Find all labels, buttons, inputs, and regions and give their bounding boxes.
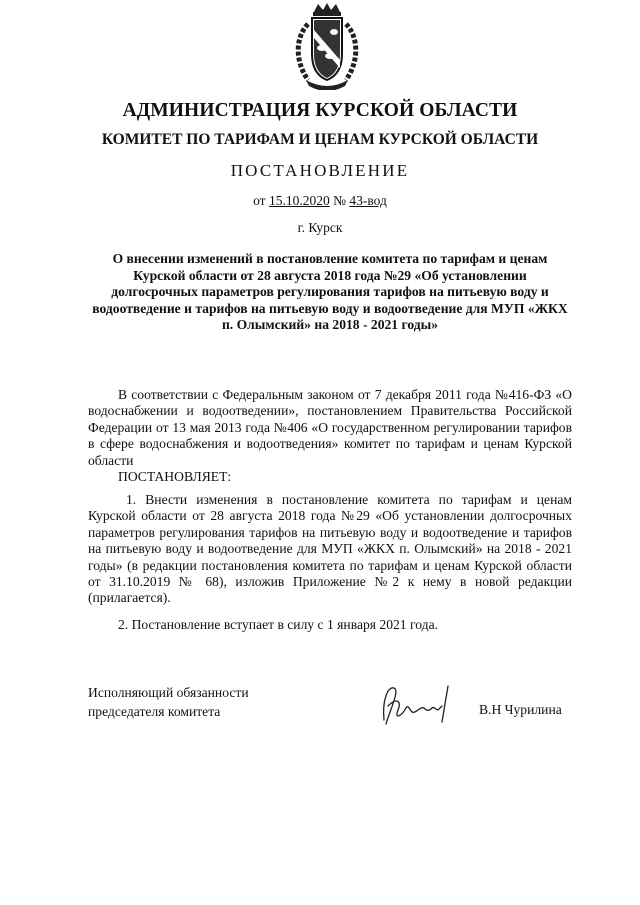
city: г. Курск <box>297 220 343 235</box>
item-1: 1. Внести изменения в постановление комитета по тарифам и ценам Курской области от 28 августа 2018 года №29 «Об установлении долгосрочных параметров регулирования тарифов на питьевую воду и водоотведение и тарифов на питьевую воду и водоотведение для МУП «ЖКХ п. Олымский» на 2018 - 2021 годы» (в редакции постановления комитета по тарифам и ценам Курской области от 31.10.2019 № 68), изложив Приложение №2 к нему в новой редакции (прилагается). <box>88 492 572 606</box>
coat-of-arms-icon <box>290 2 364 90</box>
administration-title: АДМИНИСТРАЦИЯ КУРСКОЙ ОБЛАСТИ <box>122 100 518 121</box>
preamble-text: В соответствии с Федеральным законом от 7 декабря 2011 года №416-ФЗ «О водоснабжении и водоотведении», постановлением Правительства Российской Федерации от 13 мая 2013 года №406 «О государственном регулировании тарифов в сфере водоснабжения и водоотведения» комитет по тарифам и ценам Курской области <box>88 387 572 468</box>
document-type: ПОСТАНОВЛЕНИЕ <box>230 161 410 180</box>
signatory-name: В.Н Чурилина <box>479 702 562 717</box>
item-2: 2. Постановление вступает в силу с 1 января 2021 года. <box>118 617 438 632</box>
document-date: 15.10.2020 <box>268 193 330 208</box>
decree-word: ПОСТАНОВЛЯЕТ: <box>118 469 232 485</box>
position-line-2: председателя комитета <box>88 704 221 719</box>
signatory-position <box>88 683 249 721</box>
committee-title: КОМИТЕТ ПО ТАРИФАМ И ЦЕНАМ КУРСКОЙ ОБЛАСТИ <box>101 131 539 148</box>
document-subject: О внесении изменений в постановление комитета по тарифам и ценам Курской области от 28 августа 2018 года №29 «Об установлении долгосрочных параметров регулирования тарифов на питьевую воду и водоотведение и тарифов на питьевую воду и водоотведение для МУП «ЖКХ п. Олымский» на 2018 - 2021 годы» <box>92 251 568 332</box>
number-prefix: № <box>333 193 346 208</box>
position-line-1: Исполняющий обязанности <box>88 685 249 700</box>
document-number: 43-вод <box>349 193 387 208</box>
handwritten-signature <box>376 680 462 730</box>
date-line <box>0 193 640 209</box>
preamble-paragraph <box>88 387 572 485</box>
date-prefix: от <box>253 193 266 208</box>
